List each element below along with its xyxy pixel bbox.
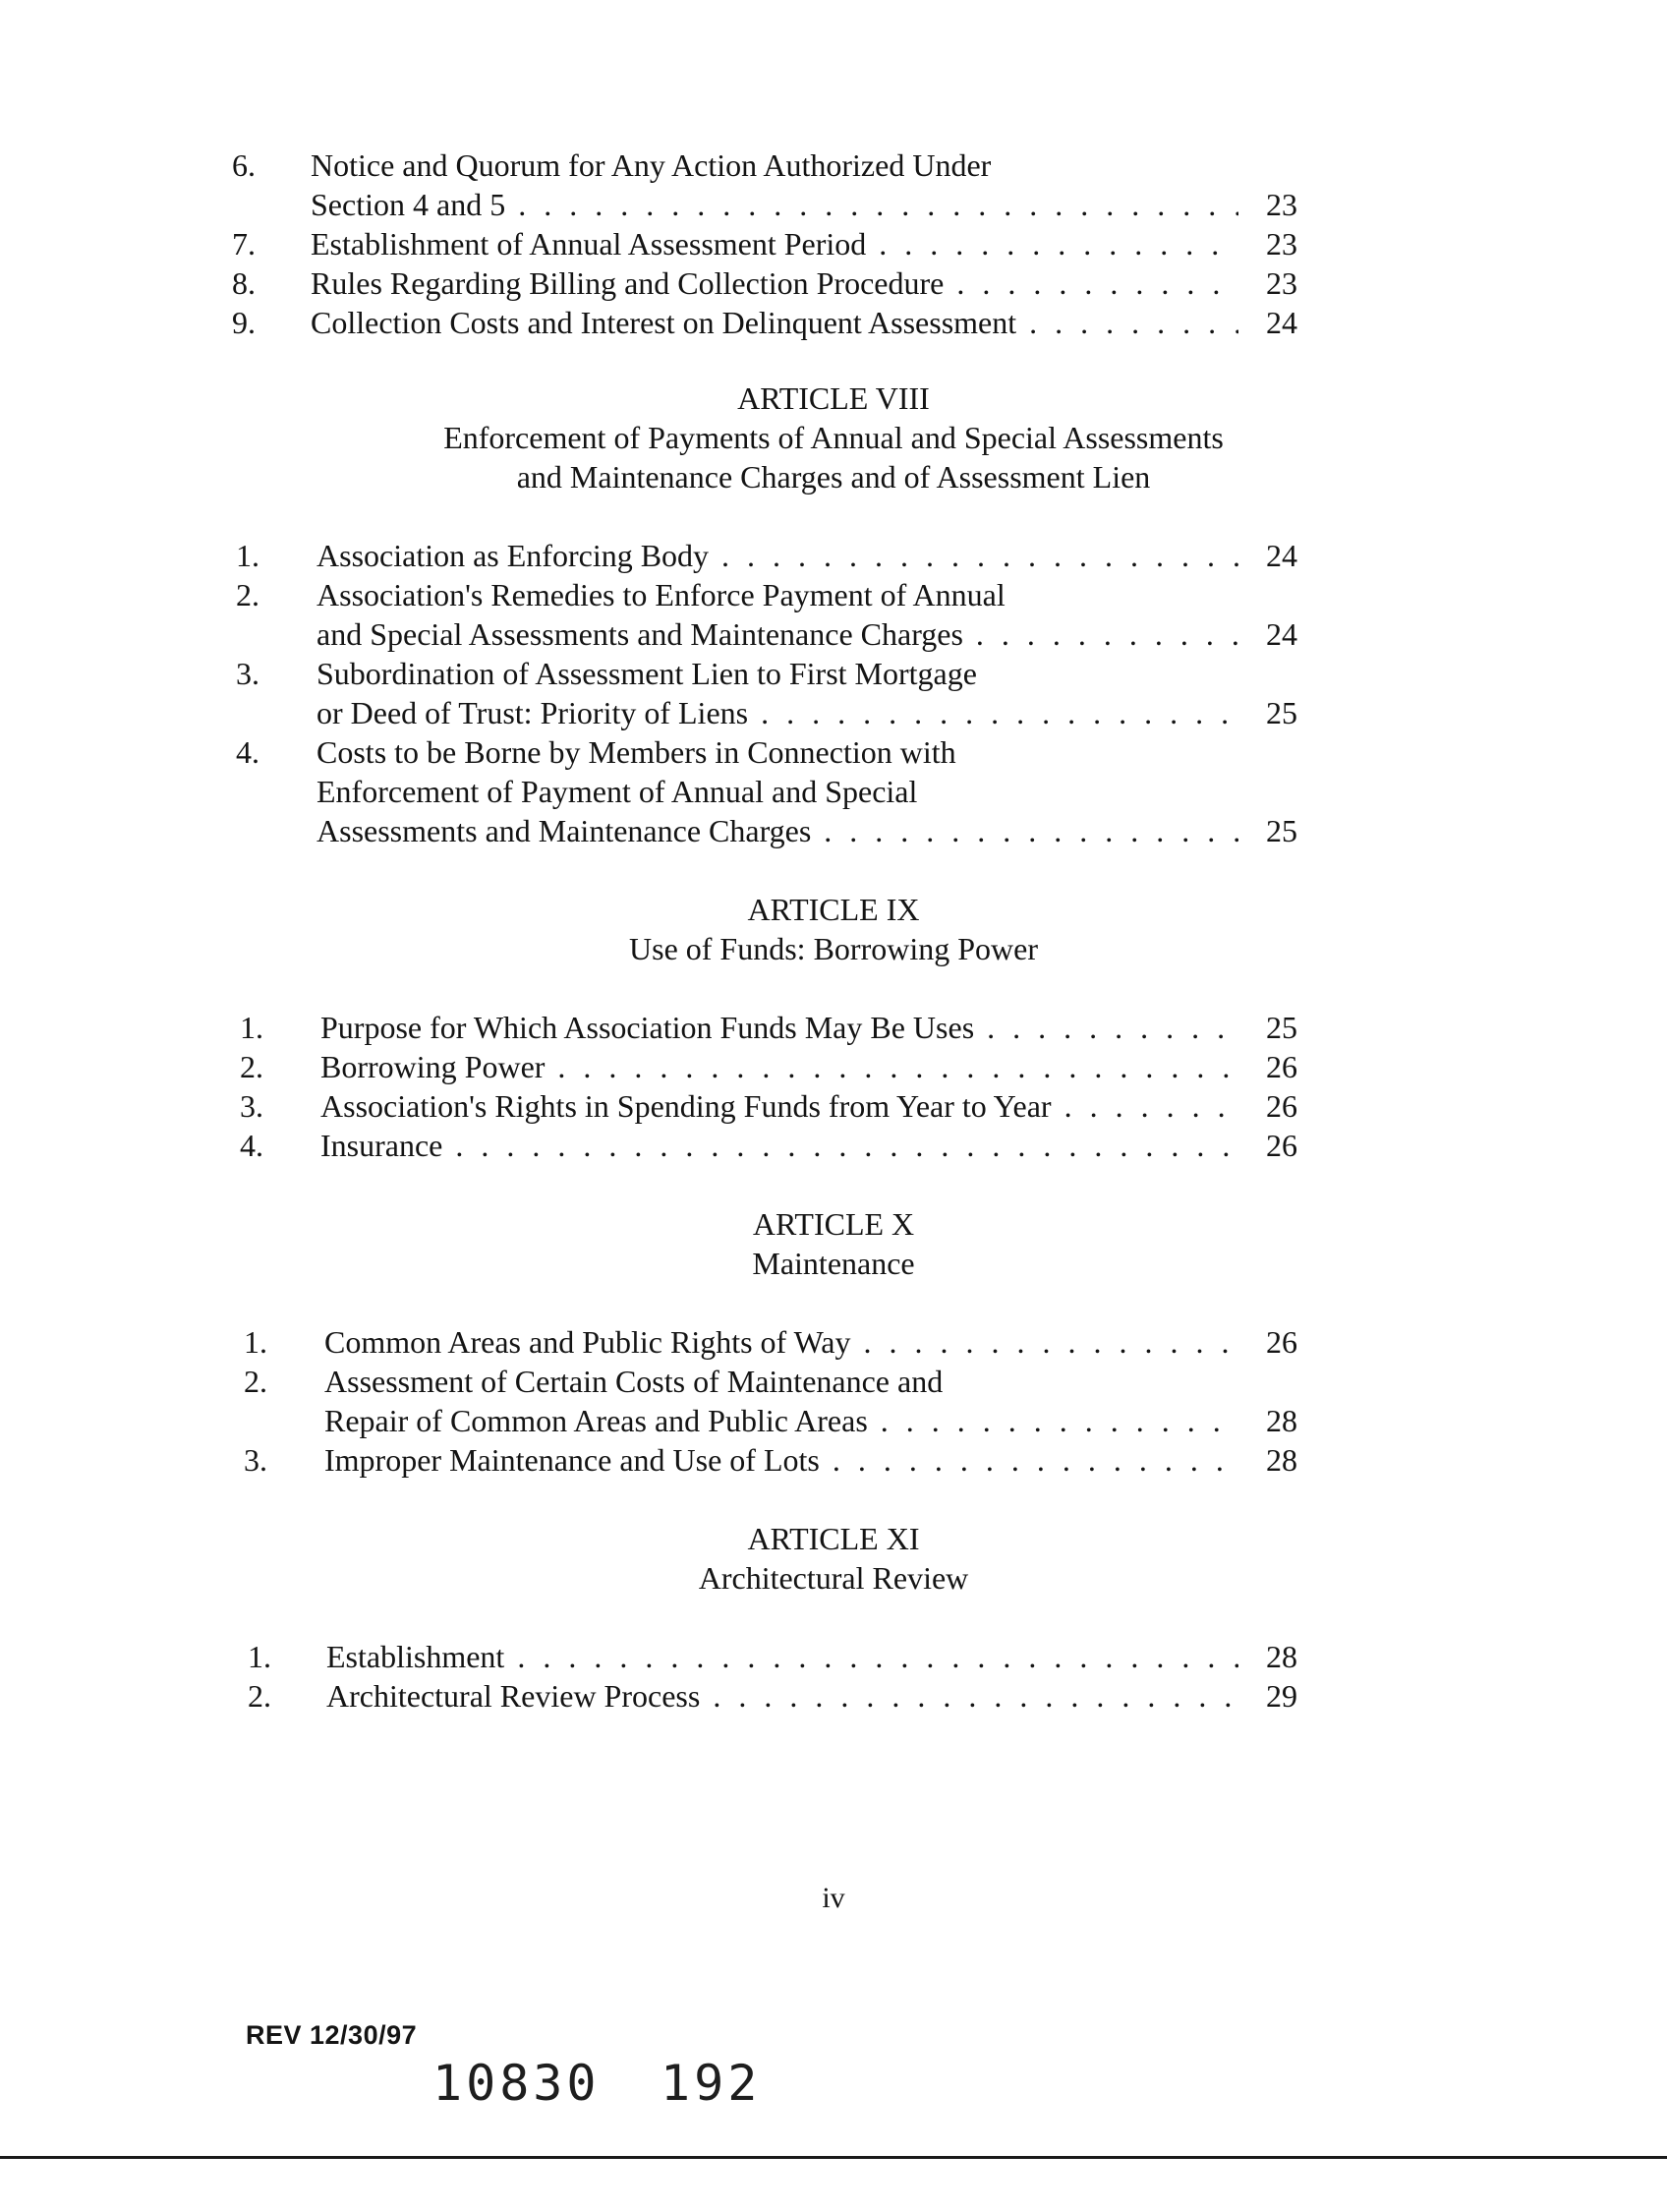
entry-number: 2. — [244, 1364, 267, 1399]
entry-page-number: 23 — [1266, 187, 1297, 222]
entry-number: 3. — [244, 1442, 267, 1478]
entry-title-text: Association as Enforcing Body . . . — [316, 538, 1238, 573]
entry-number: 9. — [232, 305, 256, 340]
entry-title-line — [326, 1637, 1238, 1676]
entry-number: 7. — [232, 226, 256, 262]
entry-number: 2. — [240, 1049, 263, 1084]
entry-title-text: Improper Maintenance and Use of Lots . . . — [324, 1442, 1238, 1478]
entry-number: 1. — [244, 1324, 267, 1360]
article-subtitle: Architectural Review — [698, 1560, 969, 1596]
entry-title-line — [320, 1126, 1238, 1165]
entry-title-text: Association's Remedies to Enforce Payment of Annual — [316, 577, 1006, 612]
entry-title-text: Purpose for Which Association Funds May Be Uses . . . — [320, 1010, 1238, 1045]
entry-page-number: 26 — [1266, 1049, 1297, 1084]
entry-title-text: Notice and Quorum for Any Action Authorized Under — [311, 147, 992, 183]
entry-number: 3. — [236, 656, 259, 691]
entry-title-line — [316, 575, 1006, 614]
entry-page-number: 26 — [1266, 1088, 1297, 1124]
entry-title-text: Subordination of Assessment Lien to First Mortgage — [316, 656, 977, 691]
entry-title-line — [316, 536, 1238, 575]
entry-page-number: 26 — [1266, 1128, 1297, 1163]
entry-page-number: 23 — [1266, 226, 1297, 262]
article-heading: ARTICLE VIII — [737, 380, 930, 416]
entry-page-number: 24 — [1266, 616, 1297, 652]
article-heading: ARTICLE IX — [747, 892, 920, 927]
revision-date: REV 12/30/97 — [246, 2020, 418, 2050]
entry-title-text: or Deed of Trust: Priority of Liens . . . — [316, 695, 1238, 730]
entry-title-text: Costs to be Borne by Members in Connection with — [316, 734, 956, 770]
entry-page-number: 25 — [1266, 813, 1297, 848]
entry-page-number: 24 — [1266, 538, 1297, 573]
entry-title-line — [324, 1440, 1238, 1480]
entry-title-line — [320, 1086, 1238, 1126]
article-subtitle: and Maintenance Charges and of Assessment Lien — [516, 459, 1151, 495]
entry-title-text: Repair of Common Areas and Public Areas . . . — [324, 1403, 1238, 1438]
entry-page-number: 25 — [1266, 1010, 1297, 1045]
entry-title-line — [311, 146, 991, 185]
entry-title-text: Rules Regarding Billing and Collection Procedure . . . — [311, 265, 1238, 301]
entry-page-number: 28 — [1266, 1403, 1297, 1438]
entry-title-text: Common Areas and Public Rights of Way . . . — [324, 1324, 1238, 1360]
entry-title-line — [311, 224, 1238, 263]
entry-page-number: 25 — [1266, 695, 1297, 730]
entry-title-text: Enforcement of Payment of Annual and Special — [316, 774, 918, 809]
document-stamp-page: 192 — [661, 2055, 762, 2112]
article-subtitle: Maintenance — [752, 1246, 915, 1281]
entry-title-line — [316, 614, 1238, 654]
article-heading: ARTICLE XI — [747, 1521, 920, 1556]
entry-title-text: Assessment of Certain Costs of Maintenance and — [324, 1364, 944, 1399]
entry-number: 4. — [240, 1128, 263, 1163]
entry-page-number: 24 — [1266, 305, 1297, 340]
entry-number: 2. — [236, 577, 259, 612]
entry-title-line — [324, 1362, 943, 1401]
entry-number: 8. — [232, 265, 256, 301]
bottom-rule — [0, 2156, 1667, 2159]
entry-page-number: 26 — [1266, 1324, 1297, 1360]
entry-title-line — [316, 811, 1238, 850]
entry-title-line — [316, 693, 1238, 732]
entry-number: 1. — [240, 1010, 263, 1045]
entry-title-text: Establishment of Annual Assessment Period . . . — [311, 226, 1238, 262]
entry-title-text: Collection Costs and Interest on Delinquent Assessment . . . — [311, 305, 1238, 340]
entry-number: 3. — [240, 1088, 263, 1124]
entry-title-text: Section 4 and 5 . . . — [311, 187, 1238, 222]
entry-title-line — [324, 1322, 1238, 1362]
entry-title-text: and Special Assessments and Maintenance Charges . . . — [316, 616, 1238, 652]
page-number: iv — [822, 1882, 845, 1914]
entry-title-line — [326, 1676, 1238, 1716]
entry-title-text: Architectural Review Process . . . — [326, 1678, 1238, 1714]
entry-title-line — [311, 263, 1238, 303]
article-subtitle: Use of Funds: Borrowing Power — [629, 931, 1038, 966]
entry-title-text: Insurance . . . — [320, 1128, 1238, 1163]
entry-number: 6. — [232, 147, 256, 183]
entry-title-line — [316, 654, 977, 693]
entry-number: 1. — [236, 538, 259, 573]
article-subtitle: Enforcement of Payments of Annual and Special Assessments — [443, 420, 1224, 455]
entry-title-line — [316, 772, 917, 811]
entry-title-text: Establishment . . . — [326, 1639, 1238, 1674]
entry-title-text: Assessments and Maintenance Charges . . . — [316, 813, 1238, 848]
entry-page-number: 28 — [1266, 1442, 1297, 1478]
entry-title-line — [320, 1008, 1238, 1047]
entry-title-text: Borrowing Power . . . — [320, 1049, 1238, 1084]
entry-title-line — [311, 303, 1238, 342]
entry-title-line — [324, 1401, 1238, 1440]
entry-title-line — [320, 1047, 1238, 1086]
entry-page-number: 29 — [1266, 1678, 1297, 1714]
entry-title-line — [311, 185, 1238, 224]
entry-page-number: 28 — [1266, 1639, 1297, 1674]
entry-page-number: 23 — [1266, 265, 1297, 301]
entry-title-line — [316, 732, 956, 772]
entry-title-text: Association's Rights in Spending Funds from Year to Year . . . — [320, 1088, 1238, 1124]
entry-number: 4. — [236, 734, 259, 770]
entry-number: 2. — [248, 1678, 271, 1714]
document-stamp-number: 10830 — [432, 2055, 601, 2112]
article-heading: ARTICLE X — [752, 1206, 915, 1242]
entry-number: 1. — [248, 1639, 271, 1674]
